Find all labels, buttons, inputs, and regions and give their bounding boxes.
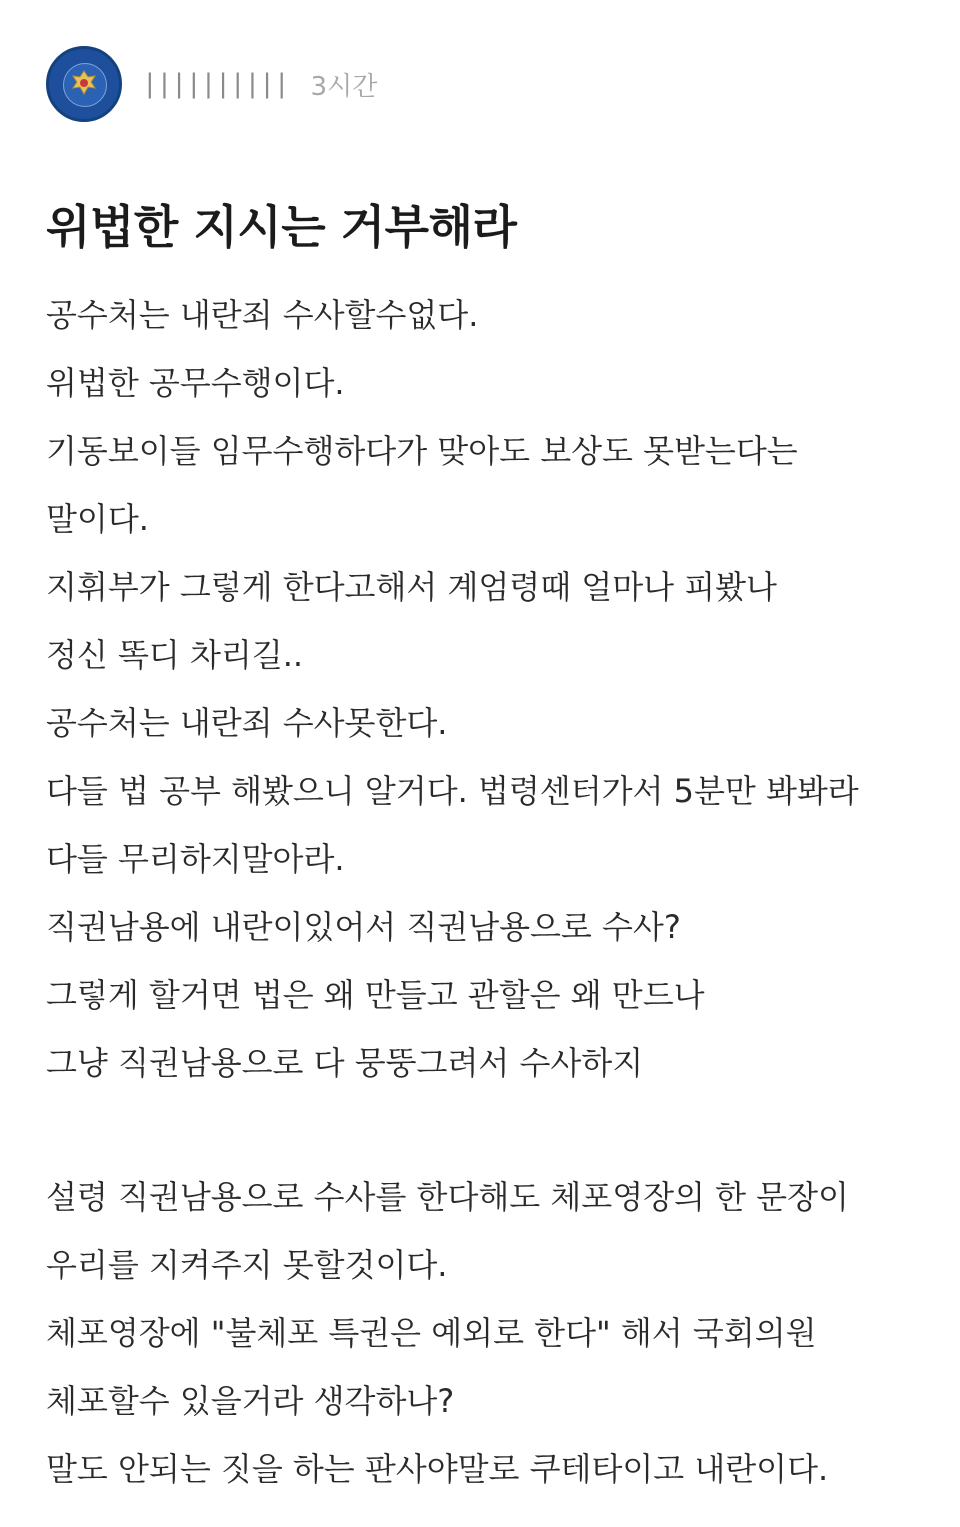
police-emblem-icon (67, 67, 101, 101)
post-body (46, 285, 926, 1507)
avatar[interactable] (46, 46, 122, 122)
body-line: 우리를 지켜주지 못할것이다. (46, 1246, 448, 1284)
body-line: 그렇게 할거면 법은 왜 만들고 관할은 왜 만드나 (46, 976, 705, 1014)
body-line: 말이다. (46, 500, 149, 538)
body-line: 그냥 직권남용으로 다 뭉뚱그려서 수사하지 (46, 1044, 644, 1082)
body-line: 체포할수 있을거라 생각하나? (46, 1382, 455, 1420)
body-line: 직권남용에 내란이있어서 직권남용으로 수사? (46, 908, 681, 946)
post-title: 위법한 지시는 거부해라 (46, 200, 517, 254)
body-line: 다들 무리하지말아라. (46, 840, 345, 878)
body-line: 말도 안되는 짓을 하는 판사야말로 쿠테타이고 내란이다. (46, 1450, 829, 1488)
body-line: 공수처는 내란죄 수사할수없다. (46, 296, 479, 334)
body-line: 지휘부가 그렇게 한다고해서 계엄령때 얼마나 피봤나 (46, 568, 777, 606)
body-line: 기동보이들 임무수행하다가 맞아도 보상도 못받는다는 (46, 432, 798, 470)
body-line: 위법한 공무수행이다. (46, 364, 345, 402)
post-time: 3시간 (310, 71, 378, 102)
author-name[interactable]: |||||||||| (142, 69, 289, 99)
body-line: 정신 똑디 차리길.. (46, 636, 304, 674)
body-line: 설령 직권남용으로 수사를 한다해도 체포영장의 한 문장이 (46, 1178, 849, 1216)
blank-line (46, 1101, 926, 1167)
body-line: 체포영장에 "불체포 특권은 예외로 한다" 해서 국회의원 (46, 1314, 817, 1352)
body-line: 공수처는 내란죄 수사못한다. (46, 704, 448, 742)
body-line: 다들 법 공부 해봤으니 알거다. 법령센터가서 5분만 봐봐라 (46, 772, 859, 810)
post-header (46, 46, 377, 122)
